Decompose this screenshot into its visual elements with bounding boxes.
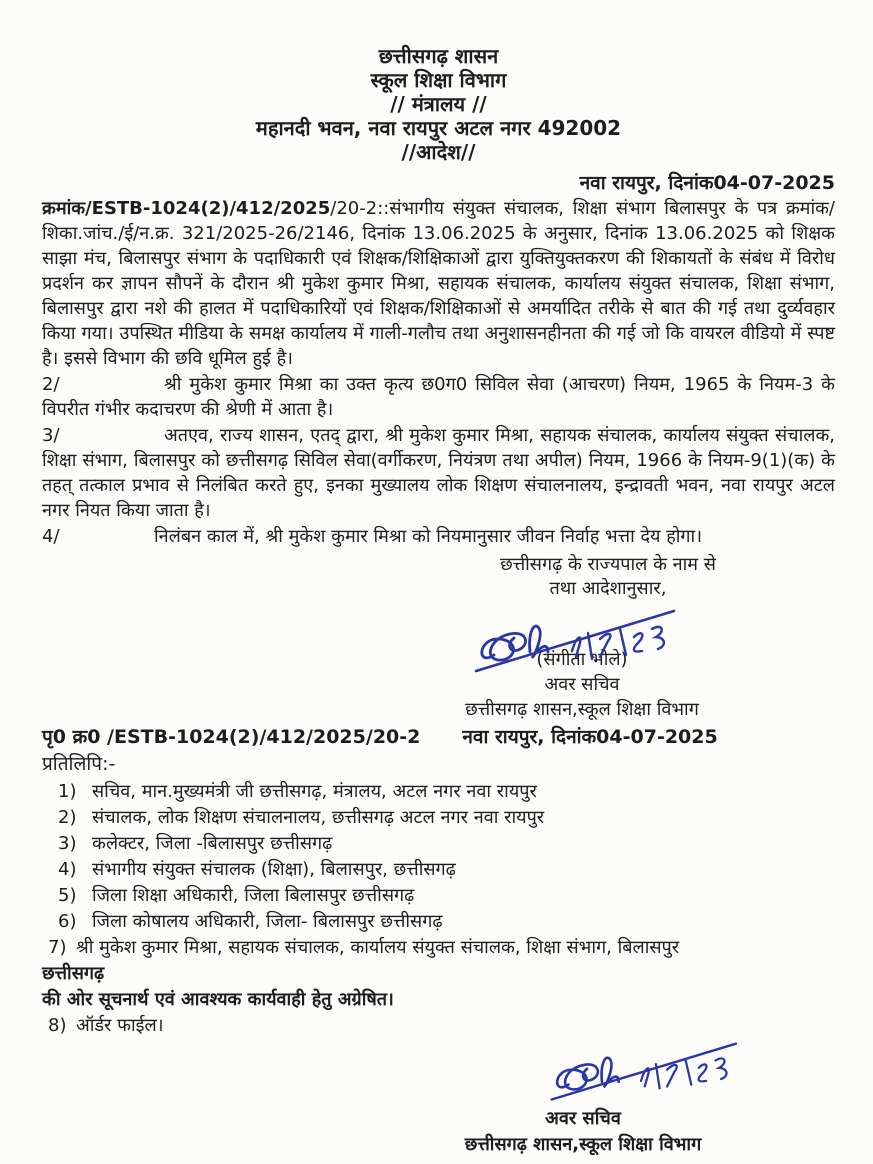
item-text: कलेक्टर, जिला -बिलासपुर छत्तीसगढ़	[92, 833, 333, 854]
endorsement-ref-row	[42, 725, 835, 750]
order-ref-number: क्रमांक/ESTB-1024(2)/412/2025	[42, 198, 331, 219]
item-text: श्री मुकेश कुमार मिश्रा, सहायक संचालक, कार्यालय संयुक्त संचालक, शिक्षा संभाग, बिलासपुर	[76, 937, 680, 958]
signature-block-bottom	[443, 1106, 723, 1158]
authority-line-2: तथा आदेशानुसार,	[549, 578, 667, 599]
copy-list-item	[42, 909, 835, 935]
copy-list-item	[42, 805, 835, 831]
paragraph-1-text: संभागीय संयुक्त संचालक, शिक्षा संभाग बिलासपुर के पत्र क्रमांक/शिका.जांच./ई/न.क्र. 321/2025-26/2146, दिनांक 13.06.2025 के अनुसार, दिनांक 13.06.2025 को शिक्षक साझा मंच, बिलासपुर संभाग के पदाधिकारी एवं शिक्षक/शिक्षिकाओं द्वारा युक्तियुक्तकरण की शिकायतों के संबंध में विरोध प्रदर्शन कर ज्ञापन सौपनें के दौरान श्री मुकेश कुमार मिश्रा, सहायक संचालक, कार्यालय संयुक्त संचालक, शिक्षा संभाग, बिलासपुर द्वारा नशे की हालत में पदाधिकारियों एवं शिक्षक/शिक्षिकाओं से अमर्यादित तरीके से बात की गई तथा दुर्व्यवहार किया गया। उपस्थित मीडिया के समक्ष कार्यालय में गाली-गलौच तथा अनुशासनहीनता की गई जो कि वायरल वीडियो में स्पष्ट है। इससे विभाग की छवि धूमिल हुई है।	[42, 198, 835, 369]
item-number: 2)	[58, 807, 77, 828]
ministry-line: // मंत्रालय //	[390, 92, 487, 116]
letterhead	[42, 44, 835, 164]
signatory-designation-bottom: अवर सचिव	[545, 1108, 621, 1129]
place-date-top: नवा रायपुर, दिनांक04-07-2025	[579, 172, 835, 194]
signature-ink-bottom	[548, 1028, 748, 1104]
paragraph-2-text: श्री मुकेश कुमार मिश्रा का उक्त कृत्य छ0ग0 सिविल सेवा (आचरण) नियम, 1965 के नियम-3 के विपरीत गंभीर कदाचरण की श्रेणी में आता है।	[42, 374, 835, 420]
signatory-designation: अवर सचिव	[544, 674, 620, 695]
item7-continuation: छत्तीसगढ़	[42, 963, 105, 984]
copy-list-item	[42, 883, 835, 909]
signatory-office-bottom: छत्तीसगढ़ शासन,स्कूल शिक्षा विभाग	[464, 1134, 702, 1155]
paragraph-3-text: अतएव, राज्य शासन, एतद् द्वारा, श्री मुकेश कुमार मिश्रा, सहायक संचालक, कार्यालय संयुक्त संचालक, शिक्षा संभाग, बिलासपुर को छत्तीसगढ़ सिविल सेवा(वर्गीकरण, नियंत्रण तथा अपील) नियम, 1966 के नियम-9(1)(क) के तहत् तत्काल प्रभाव से निलंबित करते हुए, इनका मुख्यालय लोक शिक्षण संचालनालय, इन्द्रावती भवन, नवा रायपुर अटल नगर नियत किया जाता है।	[42, 425, 835, 521]
order-title: //आदेश//	[401, 140, 476, 164]
signatory-office: छत्तीसगढ़ शासन,स्कूल शिक्षा विभाग	[465, 699, 699, 720]
copy-list-item	[42, 779, 835, 805]
copy-list-item	[42, 935, 835, 961]
item-text: ऑर्डर फाईल।	[76, 1015, 164, 1036]
order-ref-suffix: /20-2::	[330, 198, 390, 219]
authority-block	[393, 553, 823, 601]
item-text: सचिव, मान.मुख्यमंत्री जी छत्तीसगढ़, मंत्रालय, अटल नगर नवा रायपुर	[92, 781, 537, 802]
forwarding-line: की ओर सूचनार्थ एवं आवश्यक कार्यवाही हेतु अग्रेषित।	[42, 989, 394, 1010]
department-name: स्कूल शिक्षा विभाग	[370, 68, 507, 92]
endorsement-ref-number: पृ0 क्र0 /ESTB-1024(2)/412/2025/20-2	[42, 726, 421, 748]
paragraph-2-number: 2/	[42, 374, 60, 395]
government-name: छत्तीसगढ़ शासन	[378, 44, 499, 68]
authority-line-1: छत्तीसगढ़ के राज्यपाल के नाम से	[500, 554, 716, 575]
item-number: 7)	[48, 937, 67, 958]
item-number: 8)	[48, 1015, 67, 1036]
item-number: 4)	[58, 859, 77, 880]
signature-block-top	[417, 647, 747, 722]
address-line: महानदी भवन, नवा रायपुर अटल नगर 492002	[255, 116, 622, 140]
item-number: 1)	[58, 781, 77, 802]
item-number: 3)	[58, 833, 77, 854]
place-date-endorsement: नवा रायपुर, दिनांक04-07-2025	[462, 726, 718, 748]
copy-to-list	[42, 779, 835, 1039]
paragraph-4-text: निलंबन काल में, श्री मुकेश कुमार मिश्रा को नियमानुसार जीवन निर्वाह भत्ता देय होगा।	[154, 526, 703, 547]
paragraph-1	[42, 196, 835, 371]
item-text: संभागीय संयुक्त संचालक (शिक्षा), बिलासपुर, छत्तीसगढ़	[92, 859, 456, 880]
paragraph-2	[42, 372, 835, 422]
copy-list-item	[42, 831, 835, 857]
paragraph-3	[42, 423, 835, 523]
item-text: जिला शिक्षा अधिकारी, जिला बिलासपुर छत्तीसगढ़	[92, 885, 415, 906]
paragraph-3-number: 3/	[42, 425, 60, 446]
paragraph-4-number: 4/	[42, 526, 60, 547]
copy-to-label: प्रतिलिपि:-	[42, 753, 116, 775]
item-text: जिला कोषालय अधिकारी, जिला- बिलासपुर छत्तीसगढ़	[92, 911, 443, 932]
item-text: संचालक, लोक शिक्षण संचालनालय, छत्तीसगढ़ अटल नगर नवा रायपुर	[92, 807, 545, 828]
copy-list-item	[42, 857, 835, 883]
paragraph-4	[42, 524, 835, 549]
item-number: 6)	[58, 911, 77, 932]
signatory-name: (संगीता भोले)	[536, 649, 628, 670]
copy-list-item	[42, 1013, 835, 1039]
item-number: 5)	[58, 885, 77, 906]
